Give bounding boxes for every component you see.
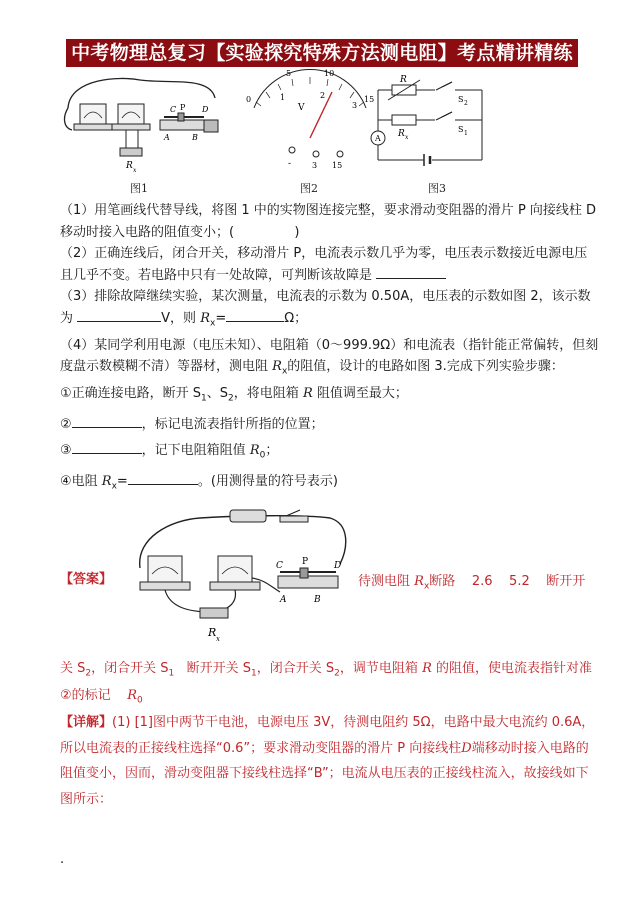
ans-rx-sub: x xyxy=(423,581,430,592)
q3-text-b3: = xyxy=(215,310,227,326)
ans-l2-a: 关 S xyxy=(60,661,86,676)
step4-rx-symbol: R xyxy=(101,473,112,489)
ans-l2-s2: 2 xyxy=(85,668,92,679)
fig1-resistor xyxy=(120,148,142,156)
q4-step-2 xyxy=(60,414,592,436)
ans-text-c: 断开开 xyxy=(546,574,586,589)
fig3-label-rx: R xyxy=(398,129,405,139)
q3-text-b2: V，则 xyxy=(161,310,197,326)
ans-label-c: C xyxy=(276,561,283,571)
q3-rx-symbol: R xyxy=(200,310,210,326)
ans-value-1: 2.6 xyxy=(471,574,493,589)
fig1-label-c: C xyxy=(170,105,177,114)
step3-num: ③ xyxy=(60,442,72,458)
figure-3-circuit-diagram xyxy=(370,72,490,180)
fig1-label-b: B xyxy=(192,133,198,142)
fig1-label-a: A xyxy=(164,133,170,142)
questions-section xyxy=(60,200,599,498)
q3-text-b4: Ω； xyxy=(284,310,308,326)
fig2-terminal-3: 3 xyxy=(312,161,318,170)
q2-line-a: （2）正确连线后，闭合开关，移动滑片 P，电流表示数几乎为零，电压表示数接近电源电压 xyxy=(60,246,588,261)
q3-line-b xyxy=(60,308,592,335)
q1-line-a: （1）用笔画线代替导线，将图 1 中的实物图连接完整，要求滑动变阻器的滑片 P 向接线柱 D xyxy=(60,203,597,218)
answer-line-3 xyxy=(60,685,592,712)
q4-rx-symbol: R xyxy=(272,359,282,375)
step3-r0-symbol: R xyxy=(249,442,260,458)
step1-r-symbol: R xyxy=(302,386,313,402)
fig2-unit: V xyxy=(298,103,305,113)
detail-line-1 xyxy=(60,712,595,734)
fig2-tick-5: 5 xyxy=(286,69,292,78)
ans-switch xyxy=(280,516,308,522)
ans-l2-s1b: 1 xyxy=(251,668,257,679)
ans-text-b: 断路 xyxy=(429,574,456,589)
fig2-tick-0: 0 xyxy=(246,95,252,104)
q2-line-b xyxy=(60,265,592,287)
answer-label: 【答案】 xyxy=(60,572,113,587)
fig3-label-s1: S xyxy=(458,125,464,134)
ans-voltmeter xyxy=(218,556,252,582)
q3-rx-sub: x xyxy=(210,318,216,329)
step4-text-c: 。(用测得量的符号表示) xyxy=(197,473,338,489)
ans-l2-s1: 1 xyxy=(168,668,175,679)
q1-text-c: ) xyxy=(294,224,300,240)
step3-r0-sub: 0 xyxy=(259,450,266,461)
step4-text-a: ④电阻 xyxy=(60,473,98,489)
q4-text-b1: 度盘示数模糊不清）等器材，测电阻 xyxy=(60,359,269,375)
fig2-terminal-15: 15 xyxy=(332,161,343,170)
step2-blank[interactable] xyxy=(72,414,142,428)
ans-resistor-rx xyxy=(200,608,228,618)
step4-rx-sub: x xyxy=(111,481,117,492)
step1-text-c: ，将电阻箱 xyxy=(233,386,299,402)
ans-ammeter xyxy=(148,556,182,582)
q4-step-4 xyxy=(60,471,592,498)
q3-line-a: （3）排除故障继续实验，某次测量，电流表的示数为 0.50A，电压表的示数如图 2，该示数 xyxy=(60,289,591,304)
figure-1-caption: 图1 xyxy=(130,182,148,195)
ans-rx-symbol: R xyxy=(414,574,424,589)
page-title: 中考物理总复习【实验探究特殊方法测电阻】考点精讲精练 xyxy=(71,42,573,64)
fig2-tick-15: 15 xyxy=(364,95,375,104)
step3-blank[interactable] xyxy=(72,440,142,454)
q2-text-b: 且几乎不变。若电路中只有一处故障，可判断该故障是 xyxy=(60,267,373,283)
answer-inline-values xyxy=(358,570,585,592)
detail-line-3: 阻值变小，因而，滑动变阻器下接线柱选择“B”；电流从电压表的正接线柱流入，故接线如下 xyxy=(60,766,589,782)
detail-line-2 xyxy=(60,738,592,760)
ans-l3-r0-sub: 0 xyxy=(136,695,143,706)
fig1-battery xyxy=(204,120,218,132)
fig1-label-d: D xyxy=(202,105,209,114)
fig3-label-rx-sub: x xyxy=(405,134,409,141)
ans-l2-b: ，闭合开关 S xyxy=(91,661,169,676)
q4-rx-sub: x xyxy=(281,366,288,377)
ans-label-b: B xyxy=(314,595,321,605)
q1-answer-blank[interactable] xyxy=(238,223,290,236)
ans-label-p: P xyxy=(302,557,309,567)
step4-text-b: = xyxy=(116,473,128,489)
ans-text-a: 待测电阻 xyxy=(358,574,411,589)
q3-resistance-blank[interactable] xyxy=(226,308,284,322)
fig2-tick-2: 2 xyxy=(320,91,326,100)
fig2-tick-1: 1 xyxy=(280,93,286,102)
page-title-banner xyxy=(66,39,578,67)
step4-blank[interactable] xyxy=(128,471,198,485)
answer-circuit-figure xyxy=(130,508,350,656)
figure-2-voltmeter-dial xyxy=(240,68,380,178)
figure-3-caption: 图3 xyxy=(428,182,446,195)
ans-l2-d: ，闭合开关 S xyxy=(256,661,335,676)
fig1-label-rx: R xyxy=(126,161,133,171)
fig3-label-s2-sub: 2 xyxy=(464,100,468,107)
fig3-label-a: A xyxy=(375,134,381,143)
detail-text-1: (1) [1]图中两节干电池，电源电压 3V，待测电阻约 5Ω，电路中最大电流约 0.6A， xyxy=(112,715,595,731)
footer-dot: . xyxy=(60,852,65,867)
ans-value-2: 5.2 xyxy=(509,574,530,589)
fig3-resistor-rx xyxy=(392,115,416,125)
fig3-label-s2: S xyxy=(458,95,464,104)
fig3-label-s1-sub: 1 xyxy=(464,130,468,137)
figure-1-circuit xyxy=(60,68,220,176)
q4-line-a: （4）某同学利用电源（电压未知）、电阻箱（0～999.9Ω）和电流表（指针能正常偏转，但刻 xyxy=(60,337,599,353)
fig1-voltmeter xyxy=(118,104,144,124)
fig2-dial-arc xyxy=(254,70,366,108)
ans-l2-c: 断开开关 S xyxy=(186,661,252,676)
fig3-label-r: R xyxy=(400,75,407,85)
detail-label: 【详解】 xyxy=(60,715,113,731)
ans-l2-s2b: 2 xyxy=(334,668,340,679)
fig2-tick-10: 10 xyxy=(324,69,335,78)
fig1-wire-left xyxy=(65,108,72,130)
q3-text-b1: 为 xyxy=(60,310,74,326)
ans-label-rx-sub: x xyxy=(216,635,220,643)
ans-battery xyxy=(230,510,266,522)
fig1-label-p: P xyxy=(180,103,186,112)
fig1-label-rx-sub: x xyxy=(133,167,137,174)
q4-text-b2: 的阻值，设计的电路如图 3.完成下列实验步骤： xyxy=(287,359,564,375)
answer-detail-section xyxy=(60,658,595,810)
step1-text-b: 、S xyxy=(206,386,229,402)
detail-d-symbol: D xyxy=(461,740,472,756)
ans-label-rx: R xyxy=(208,626,217,639)
step3-text-end: ； xyxy=(265,442,279,458)
step1-s2-sub: 2 xyxy=(228,393,234,404)
step2-text: ，标记电流表指针所指的位置； xyxy=(141,417,324,433)
q3-voltage-blank[interactable] xyxy=(77,308,161,322)
q4-step-1 xyxy=(60,383,592,410)
detail-text-2b: 端移动时接入电路的 xyxy=(471,740,589,756)
q4-step-3 xyxy=(60,440,592,467)
fig1-ammeter xyxy=(80,104,106,124)
answer-block xyxy=(60,508,600,658)
figure-2-caption: 图2 xyxy=(300,182,318,195)
step3-text: ，记下电阻箱阻值 xyxy=(141,442,246,458)
fig2-terminal-neg: - xyxy=(288,159,292,169)
step1-s1-sub: 1 xyxy=(201,393,207,404)
ans-l2-r: R xyxy=(422,661,432,676)
fig2-tick-3: 3 xyxy=(352,101,358,110)
step1-text-a: ①正确连接电路，断开 S xyxy=(60,386,202,402)
ans-label-d: D xyxy=(334,561,342,571)
ans-label-a: A xyxy=(280,595,287,605)
ans-l3-a: ②的标记 xyxy=(60,688,111,704)
q4-line-b xyxy=(60,356,592,383)
q1-text-b: 移动时接入电路的阻值变小；( xyxy=(60,224,235,240)
q2-answer-blank[interactable] xyxy=(376,265,446,279)
ans-l2-f: 的阻值，使电流表指针对准 xyxy=(436,661,593,676)
q1-line-b xyxy=(60,222,592,244)
ans-l2-e: ，调节电阻箱 xyxy=(339,661,418,676)
step1-text-d: 阻值调至最大； xyxy=(316,386,408,402)
answer-line-2 xyxy=(60,658,592,685)
step2-num: ② xyxy=(60,417,72,433)
fig2-dial-ticks xyxy=(256,77,364,106)
detail-text-2: 所以电流表的正接线柱选择“0.6”；要求滑动变阻器的滑片 P 向接线柱 xyxy=(60,740,462,756)
figures-row xyxy=(60,68,500,196)
detail-line-4: 图所示： xyxy=(60,791,113,807)
ans-l3-r0: R xyxy=(127,688,137,704)
